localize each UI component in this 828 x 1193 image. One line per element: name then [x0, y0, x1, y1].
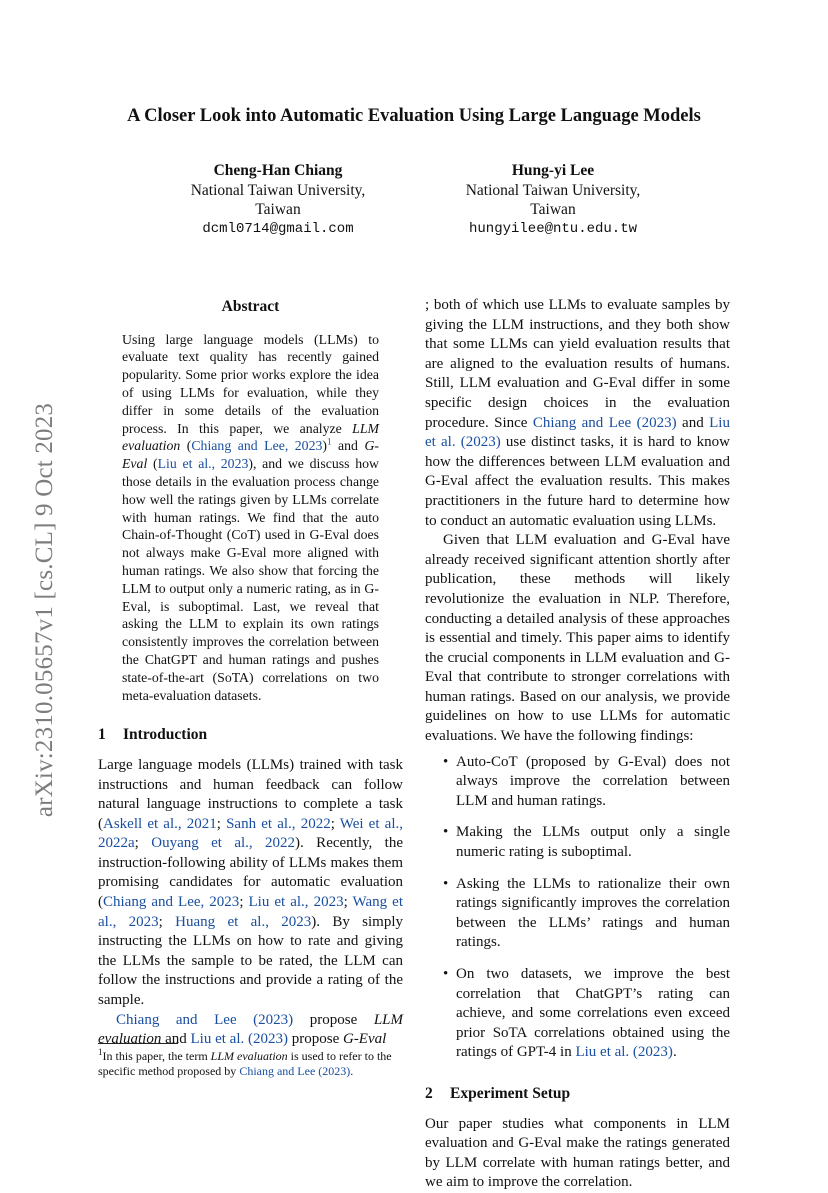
text-run: ), and we discuss how those details in the evaluation process change how well the ratings given by LLMs correlate with human ratings. We find that the auto Chain-of-Thought (CoT) used in G-Eval does not always make G-Eval more aligned with human ratings. We also show that forcing the LLM to output only a numeric rating, as in G-Eval, is suboptimal. Last, we reveal that asking the LLM to explain its own ratings consistently improves the correlation between the ChatGPT and human ratings and pushes state-of-the-art (SoTA) correlations on two meta-evaluation datasets.: [122, 456, 379, 703]
text-run: ): [322, 438, 327, 454]
citation-link[interactable]: Wei et al., 2022a: [98, 815, 403, 852]
paper-title: A Closer Look into Automatic Evaluation Using Large Language Models: [127, 106, 701, 126]
citation-link[interactable]: Chiang and Lee, 2023: [191, 438, 323, 454]
section-heading-experiment-setup: [425, 1084, 730, 1104]
list-item: • Auto-CoT (proposed by G-Eval) does not always improve the correlation between LLM and human ratings.: [456, 753, 730, 812]
citation-link[interactable]: Chiang and Lee (2023): [116, 1011, 294, 1028]
text-run: ). Recently, the instruction-following ability of LLMs makes them promising candidates for automatic evaluation (: [98, 835, 403, 911]
text-run: ;: [158, 913, 176, 930]
footnote-marker: 1: [98, 1047, 103, 1057]
text-run: ;: [330, 815, 340, 832]
text-run: and: [161, 1031, 191, 1048]
paragraph: [98, 756, 403, 1011]
citation-link[interactable]: Chiang and Lee (2023): [239, 1064, 351, 1078]
right-column: [425, 296, 730, 1193]
citation-link[interactable]: Askell et al., 2021: [103, 815, 217, 832]
abstract-text: [122, 331, 379, 705]
section-number: 2: [425, 1084, 433, 1102]
arxiv-stamp: [14, 375, 76, 845]
text-run: ). By simply instructing the LLMs on how to rate and giving the LLMs the sample to be rated, the LLM can follow the instructions and provide a rating of the sample.: [98, 913, 404, 1009]
list-item: • Making the LLMs output only a single numeric rating is suboptimal.: [456, 823, 730, 862]
list-item: [456, 965, 730, 1063]
list-item: • Asking the LLMs to rationalize their own ratings significantly improves the correlation between the LLMs’ ratings and human ratings.: [456, 875, 730, 953]
author-block: [168, 161, 388, 239]
text-run: ;: [216, 815, 227, 832]
text-run: (: [147, 456, 158, 472]
text-run: .: [672, 1044, 677, 1061]
section-title: Introduction: [123, 726, 208, 744]
text-run: and: [676, 414, 710, 431]
text-run: ; both of which use LLMs to evaluate samples by giving the LLM instructions, and they both show that some LLMs can yield evaluation results that are aligned to the evaluation results of humans. Still, LLM evaluation and G-Eval differ in some specific design choices in the evaluation procedure. Since: [425, 297, 730, 431]
emphasis: G-Eval: [342, 1031, 387, 1048]
text-run: propose: [287, 1031, 343, 1048]
text-run: .: [350, 1064, 354, 1078]
section-number: 1: [98, 726, 106, 744]
text-run: On two datasets, we improve the best correlation that ChatGPT’s rating can achieve, and some correlations even exceed prior SoTA correlations obtained using the ratings of GPT-4 in: [456, 966, 730, 1061]
author-name: Hung-yi Lee: [511, 162, 595, 179]
emphasis: LLM evaluation: [98, 1011, 403, 1048]
paragraph-continued: [425, 296, 730, 531]
findings-list: [425, 753, 730, 1063]
citation-link[interactable]: Huang et al., 2023: [175, 913, 312, 930]
text-run: propose: [293, 1011, 374, 1028]
author-country: Taiwan: [255, 201, 301, 218]
author-affiliation: National Taiwan University,: [190, 181, 366, 199]
emphasis: G-Eval: [122, 438, 380, 472]
footnote-text: [98, 1049, 403, 1079]
author-email[interactable]: hungyilee@ntu.edu.tw: [468, 220, 638, 237]
emphasis: LLM evaluation: [122, 420, 379, 454]
arxiv-id-text: arXiv:2310.05657v1 [cs.CL] 9 Oct 2023: [31, 402, 59, 818]
text-run: ;: [239, 894, 249, 911]
footnote: [98, 1043, 403, 1079]
citation-link[interactable]: Chiang and Lee (2023): [532, 414, 677, 431]
text-run: ;: [343, 894, 353, 911]
citation-link[interactable]: Liu et al. (2023): [190, 1031, 288, 1048]
author-name: Cheng-Han Chiang: [213, 162, 343, 179]
text-run: Using large language models (LLMs) to evaluate text quality has recently gained popularity. Some prior works explore the idea of using LLMs for evaluation, while they differ in some details of the evaluation process. In this paper, we analyze: [122, 331, 379, 436]
section-heading-introduction: [98, 725, 403, 745]
citation-link[interactable]: Wang et al., 2023: [98, 894, 404, 930]
text-run: and: [331, 438, 365, 454]
citation-link[interactable]: Liu et al., 2023: [157, 456, 249, 472]
text-run: is used to refer to the specific method proposed by: [98, 1049, 392, 1078]
left-column: [98, 296, 403, 1050]
text-run: (: [180, 438, 192, 454]
author-affiliation: National Taiwan University,: [465, 181, 641, 199]
text-run: Large language models (LLMs) trained with task instructions and human feedback can follow natural language instructions to complete a task (: [98, 756, 403, 832]
footnote-rule: [98, 1043, 178, 1044]
citation-link[interactable]: Liu et al., 2023: [248, 894, 344, 911]
citation-link[interactable]: Ouyang et al., 2022: [151, 835, 296, 852]
citation-link[interactable]: Sanh et al., 2022: [226, 815, 331, 832]
footnote-marker[interactable]: 1: [327, 436, 332, 447]
emphasis: LLM evaluation: [210, 1049, 288, 1063]
abstract-heading: Abstract: [221, 298, 280, 315]
text-run: In this paper, the term: [102, 1049, 211, 1063]
paragraph: Given that LLM evaluation and G-Eval have already received significant attention shortly after publication, these methods will likely revolutionize the evaluation in NLP. Therefore, conducting a detailed analysis of these approaches is essential and timely. This paper aims to identify the crucial components in LLM evaluation and G-Eval that contribute to stronger correlations with human ratings. Based on our analysis, we provide guidelines on how to use LLMs for automatic evaluations. We have the following findings:: [425, 532, 730, 745]
paragraph: Our paper studies what components in LLM evaluation and G-Eval make the ratings generated by LLM correlate with human ratings better, and we aim to improve the correlation.: [425, 1115, 730, 1191]
citation-link[interactable]: Liu et al. (2023): [575, 1044, 673, 1061]
author-block: [443, 161, 663, 239]
text-run: ;: [134, 835, 152, 852]
text-run: use distinct tasks, it is hard to know how the differences between LLM evaluation and G-Eval affect the evaluation results. This makes practitioners in the future hard to determine how to conduct an automatic evaluation using LLMs.: [425, 434, 730, 529]
citation-link[interactable]: Liu et al. (2023): [425, 414, 730, 451]
citation-link[interactable]: Chiang and Lee, 2023: [103, 894, 240, 911]
author-country: Taiwan: [530, 201, 576, 218]
section-title: Experiment Setup: [450, 1084, 571, 1102]
author-email[interactable]: dcml0714@gmail.com: [202, 220, 354, 237]
